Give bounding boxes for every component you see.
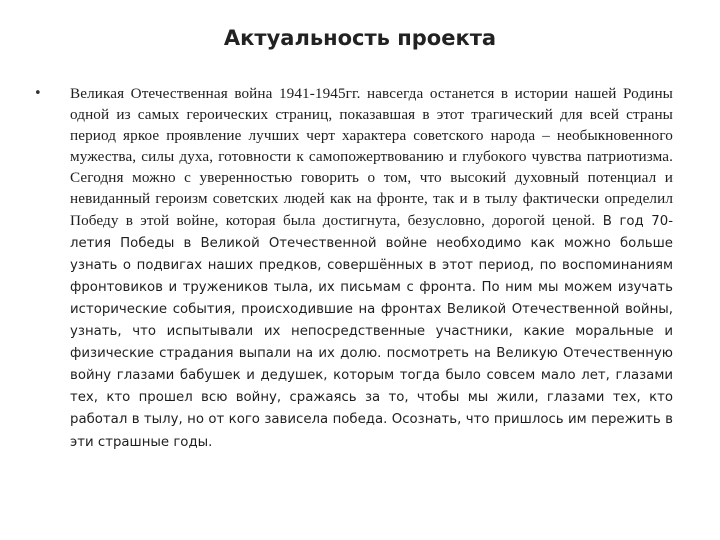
slide-title: Актуальность проекта bbox=[223, 26, 497, 50]
slide-body-paragraph bbox=[70, 83, 673, 453]
paragraph-part-serif: Великая Отечественная война 1941-1945гг. навсегда останется в истории нашей Родины одной из самых героических страниц, показавшая в этот трагический для всей страны период яркое проявление лучших черт характера советского народа – необыкновенного мужества, силы духа, готовности к самопожертвованию и глубокого чувства патриотизма. Сегодня можно с уверенностью говорить о том, что высокий духовный потенциал и невиданный героизм советских людей как на фронте, так и в тылу фактически определил Победу в этой войне, которая была достигнута, безусловно, дорогой ценой. bbox=[70, 85, 673, 229]
paragraph-part-sans: В год 70-летия Победы в Великой Отечественной войне необходимо как можно больше узнать о подвигах наших предков, совершённых в этот период, по воспоминаниям фронтовиков и тружеников тыла, их письмам с фронта. По ним мы можем изучать исторические события, происходившие на фронтах Великой Отечественной войны, узнать, что испытывали их непосредственные участники, какие моральные и физические страдания выпали на их долю. посмотреть на Великую Отечественную войну глазами бабушек и дедушек, которым тогда было совсем мало лет, глазами тех, кто прошел всю войну, сражаясь за то, чтобы мы жили, глазами тех, кто работал в тылу, но от кого зависела победа. Осознать, что пришлось им пережить в эти страшные годы. bbox=[70, 213, 673, 450]
bullet-icon: • bbox=[34, 86, 42, 101]
